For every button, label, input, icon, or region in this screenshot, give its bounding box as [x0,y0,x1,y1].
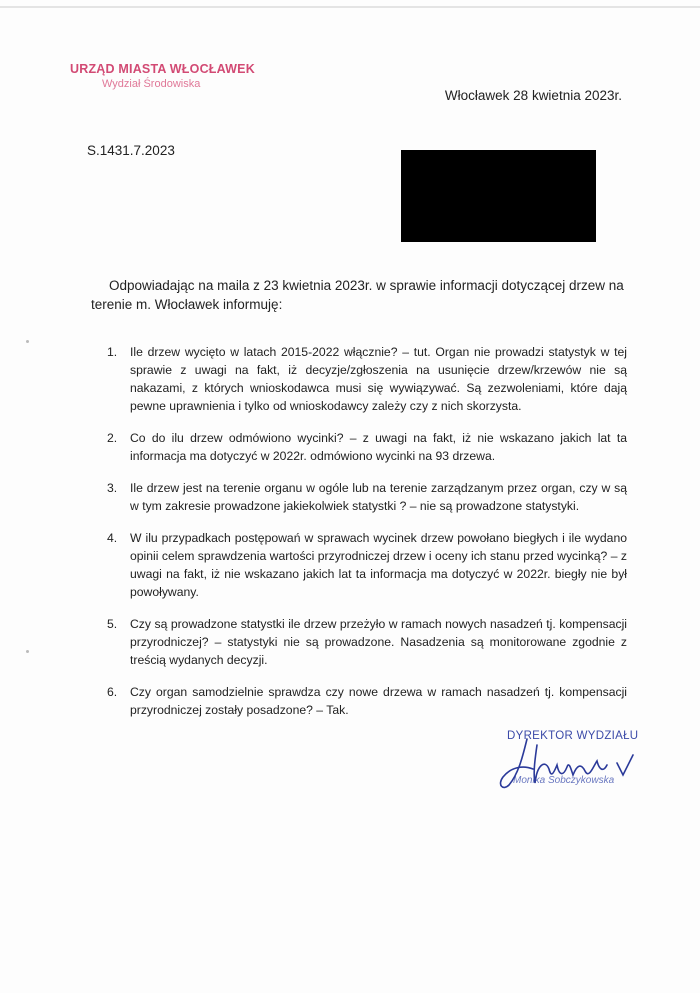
list-item [107,615,627,669]
office-stamp [70,62,255,92]
place-and-date: Włocławek 28 kwietnia 2023r. [444,88,622,103]
item-text: Czy organ samodzielnie sprawdza czy nowe drzewa w ramach nasadzeń tj. kompensacji przyrodniczej zostały posadzone? – Tak. [130,685,627,717]
reference-number: S.1431.7.2023 [87,143,175,158]
signature-title: DYREKTOR WYDZIAŁU [507,730,639,742]
item-number: 3. [107,481,118,495]
handwritten-signature [493,725,653,795]
intro-paragraph: Odpowiadając na maila z 23 kwietnia 2023r. w sprawie informacji dotyczącej drzew na terenie m. Włocławek informuję: [91,278,624,312]
stamp-office-name: URZĄD MIASTA WŁOCŁAWEK [70,62,255,76]
item-number: 5. [107,617,118,631]
list-item [107,479,627,515]
scan-mark [26,650,29,653]
item-number: 6. [107,685,118,699]
signature-stamp [493,725,653,795]
item-text: W ilu przypadkach postępowań w sprawach wycinek drzew powołano biegłych i ile wydano opinii celem sprawdzenia wartości przyrodniczej drzew i oceny ich stanu przed wycinką? – z uwagi na fakt, iż nie wskazano jakich lat ta informacja ma dotyczyć w 2022r. biegły nie był powoływany. [130,531,627,599]
item-text: Czy są prowadzone statystki ile drzew przeżyło w ramach nowych nasadzeń tj. kompensacji przyrodniczej? – statystyki nie są prowadzone. Nasadzenia są monitorowane zgodnie z treścią wydanych decyzji. [130,617,627,667]
item-text: Ile drzew jest na terenie organu w ogóle lub na terenie zarządzanym przez organ, czy w są w tym zakresie prowadzone jakiekolwiek statystki ? – nie są prowadzone statystyki. [130,481,627,513]
scan-mark [26,340,29,343]
list-item [107,429,627,465]
answers-list [107,343,627,733]
item-number: 2. [107,431,118,445]
list-item [107,343,627,415]
list-item [107,683,627,719]
redacted-addressee-block [401,150,596,242]
item-text: Ile drzew wycięto w latach 2015-2022 włącznie? – tut. Organ nie prowadzi statystyk w tej sprawie z uwagi na fakt, iż decyzje/zgłoszenia na usunięcie drzew/krzewów nie są nakazami, z których wnioskodawca musi się wywiązywać. Są zezwoleniami, które dają pewne uprawnienia i tylko od wnioskodawcy zależy czy z nich skorzysta. [130,345,627,413]
item-number: 4. [107,531,118,545]
list-item [107,529,627,601]
stamp-department-name: Wydział Środowiska [102,78,201,90]
item-text: Co do ilu drzew odmówiono wycinki? – z uwagi na fakt, iż nie wskazano jakich lat ta informacja ma dotyczyć w 2022r. odmówiono wycinki na 93 drzewa. [130,431,627,463]
scan-artifact-line [0,6,700,8]
item-number: 1. [107,345,118,359]
signature-name: Monika Sobczykowska [513,775,615,786]
